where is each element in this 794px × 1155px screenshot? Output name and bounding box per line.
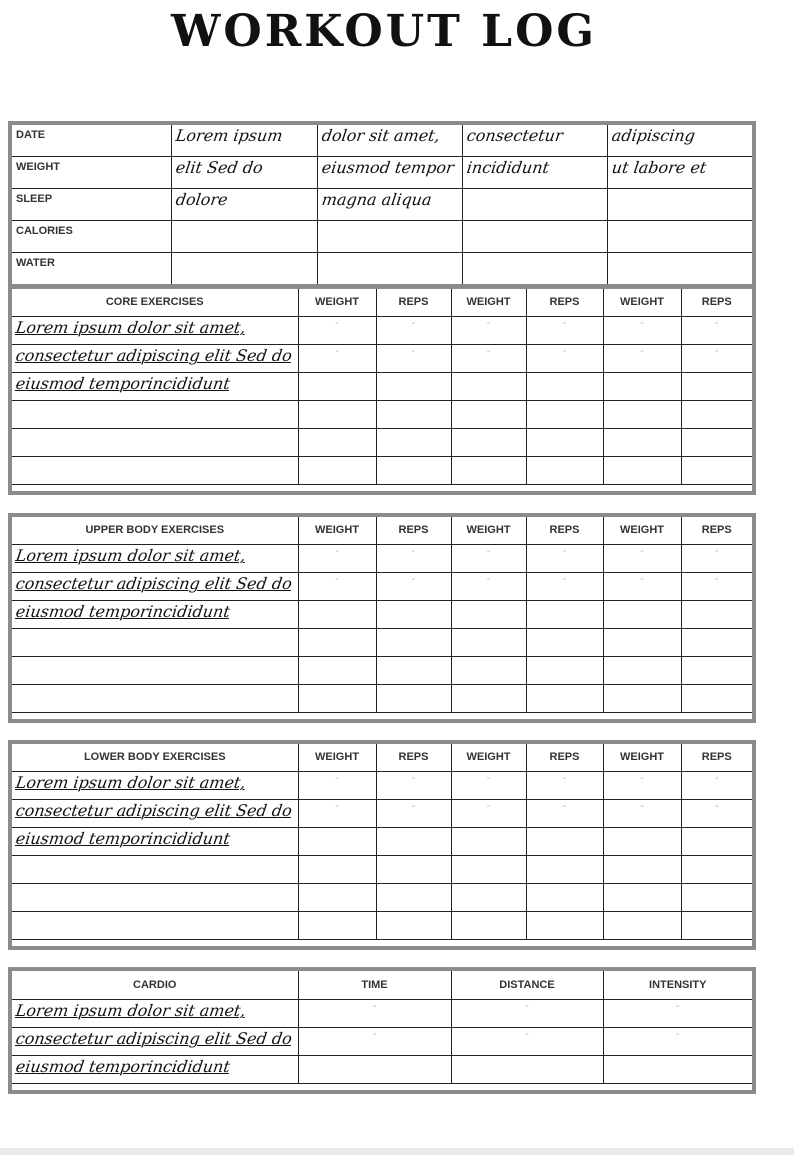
- exercise-value-cell[interactable]: [526, 628, 603, 656]
- exercise-value-cell[interactable]: [681, 656, 754, 684]
- empty-dash: -: [640, 771, 644, 784]
- info-table: [8, 121, 756, 288]
- empty-dash: -: [714, 344, 719, 357]
- exercise-value-cell[interactable]: [451, 544, 526, 572]
- exercise-value-cell[interactable]: [603, 771, 681, 799]
- empty-dash: -: [640, 544, 644, 557]
- cardio-value-cell[interactable]: [603, 999, 754, 1027]
- exercise-value-cell[interactable]: [376, 544, 451, 572]
- handwritten-text: consectetur adipiscing elit Sed do: [14, 800, 294, 820]
- exercise-value-cell[interactable]: [376, 883, 451, 911]
- exercise-row: [10, 572, 754, 600]
- empty-dash: -: [714, 316, 719, 329]
- exercise-name-cell[interactable]: [10, 656, 298, 684]
- exercise-header-row: [10, 287, 754, 316]
- exercise-value-cell[interactable]: [603, 855, 681, 883]
- exercise-row: [10, 827, 754, 855]
- column-header: REPS: [376, 515, 451, 544]
- exercise-value-cell[interactable]: [451, 799, 526, 827]
- exercise-value-cell[interactable]: [681, 771, 754, 799]
- exercise-value-cell[interactable]: [526, 684, 603, 712]
- exercise-value-cell[interactable]: [681, 372, 754, 400]
- exercise-header-row: [10, 515, 754, 544]
- exercise-value-cell[interactable]: [376, 316, 451, 344]
- cardio-name-cell[interactable]: [10, 999, 298, 1027]
- section-title: UPPER BODY EXERCISES: [10, 515, 298, 544]
- info-cell[interactable]: [462, 123, 607, 157]
- handwritten-text: eiusmod temporincididunt: [14, 601, 232, 621]
- exercise-row: [10, 628, 754, 656]
- exercise-value-cell[interactable]: [681, 400, 754, 428]
- info-row-water: [10, 253, 754, 287]
- empty-dash: -: [335, 771, 339, 784]
- exercise-value-cell[interactable]: [526, 316, 603, 344]
- exercise-value-cell[interactable]: [603, 572, 681, 600]
- exercise-value-cell[interactable]: [451, 684, 526, 712]
- exercise-value-cell[interactable]: [376, 799, 451, 827]
- exercise-value-cell[interactable]: [298, 911, 376, 939]
- handwritten-text: consectetur adipiscing elit Sed do: [14, 345, 294, 365]
- page-bottom-edge: [0, 1148, 794, 1155]
- exercise-value-cell[interactable]: [603, 684, 681, 712]
- empty-dash: -: [372, 1027, 377, 1040]
- exercise-value-cell[interactable]: [376, 827, 451, 855]
- exercise-value-cell[interactable]: [376, 656, 451, 684]
- exercise-value-cell[interactable]: [681, 428, 754, 456]
- exercise-value-cell[interactable]: [451, 456, 526, 484]
- exercise-value-cell[interactable]: [376, 771, 451, 799]
- column-header: WEIGHT: [451, 287, 526, 316]
- exercise-value-cell[interactable]: [526, 428, 603, 456]
- exercise-row: [10, 883, 754, 911]
- exercise-row: [10, 600, 754, 628]
- exercise-value-cell[interactable]: [298, 799, 376, 827]
- info-cell[interactable]: [462, 157, 607, 189]
- info-cell[interactable]: [171, 157, 317, 189]
- info-cell[interactable]: [317, 189, 462, 221]
- empty-dash: -: [640, 572, 644, 585]
- exercise-value-cell[interactable]: [526, 911, 603, 939]
- handwritten-text: eiusmod temporincididunt: [14, 828, 232, 848]
- exercise-name-cell[interactable]: [10, 827, 298, 855]
- column-header: REPS: [376, 742, 451, 771]
- exercise-value-cell[interactable]: [526, 855, 603, 883]
- handwritten-text: eiusmod temporincididunt: [14, 1056, 232, 1076]
- handwritten-text: consectetur adipiscing elit Sed do: [14, 1028, 294, 1048]
- handwritten-text: dolore: [174, 190, 229, 209]
- empty-dash: -: [411, 544, 416, 557]
- column-header: WEIGHT: [603, 742, 681, 771]
- exercise-row: [10, 799, 754, 827]
- column-header: WEIGHT: [298, 742, 376, 771]
- empty-dash: -: [411, 771, 416, 784]
- exercise-value-cell[interactable]: [376, 456, 451, 484]
- exercise-row: [10, 855, 754, 883]
- exercise-row: [10, 911, 754, 939]
- cardio-value-cell[interactable]: [451, 1055, 603, 1083]
- empty-dash: -: [411, 572, 416, 585]
- exercise-value-cell[interactable]: [681, 855, 754, 883]
- column-header: REPS: [526, 287, 603, 316]
- column-header: TIME: [298, 969, 451, 999]
- exercise-table: [8, 740, 756, 950]
- handwritten-text: adipiscing: [610, 126, 696, 145]
- handwritten-text: Lorem ipsum: [174, 126, 284, 145]
- exercise-value-cell[interactable]: [451, 572, 526, 600]
- column-header: WEIGHT: [451, 742, 526, 771]
- empty-dash: -: [335, 544, 339, 557]
- info-cell[interactable]: [462, 189, 607, 221]
- exercise-row: [10, 544, 754, 572]
- exercise-value-cell[interactable]: [376, 628, 451, 656]
- info-cell[interactable]: [171, 123, 317, 157]
- empty-dash: -: [486, 799, 491, 812]
- table-footer-strip: [10, 939, 754, 948]
- exercise-table: [8, 285, 756, 495]
- info-cell[interactable]: [462, 253, 607, 287]
- exercise-value-cell[interactable]: [451, 656, 526, 684]
- exercise-value-cell[interactable]: [681, 911, 754, 939]
- exercise-value-cell[interactable]: [526, 572, 603, 600]
- exercise-value-cell[interactable]: [298, 684, 376, 712]
- handwritten-text: Lorem ipsum dolor sit amet,: [14, 545, 247, 565]
- empty-dash: -: [562, 316, 567, 329]
- empty-dash: -: [486, 316, 491, 329]
- column-header: REPS: [526, 515, 603, 544]
- handwritten-text: consectetur adipiscing elit Sed do: [14, 573, 294, 593]
- handwritten-text: Lorem ipsum dolor sit amet,: [14, 317, 247, 337]
- empty-dash: -: [562, 799, 567, 812]
- exercise-value-cell[interactable]: [526, 372, 603, 400]
- exercise-value-cell[interactable]: [376, 344, 451, 372]
- date-label: DATE: [10, 123, 171, 157]
- cardio-table: [8, 967, 756, 1094]
- exercise-row: [10, 344, 754, 372]
- footer-cell: [10, 712, 754, 721]
- exercise-name-cell[interactable]: [10, 771, 298, 799]
- info-row-sleep: [10, 189, 754, 221]
- exercise-value-cell[interactable]: [681, 600, 754, 628]
- info-cell[interactable]: [607, 189, 754, 221]
- exercise-value-cell[interactable]: [451, 628, 526, 656]
- column-header: WEIGHT: [298, 287, 376, 316]
- table-footer-strip: [10, 1083, 754, 1092]
- cardio-value-cell[interactable]: [451, 1027, 603, 1055]
- exercise-value-cell[interactable]: [298, 600, 376, 628]
- empty-dash: -: [525, 1027, 529, 1040]
- exercise-row: [10, 456, 754, 484]
- exercise-name-cell[interactable]: [10, 456, 298, 484]
- cardio-value-cell[interactable]: [603, 1027, 754, 1055]
- info-cell[interactable]: [171, 221, 317, 253]
- empty-dash: -: [411, 344, 416, 357]
- exercise-row: [10, 771, 754, 799]
- handwritten-text: Lorem ipsum dolor sit amet,: [14, 772, 247, 792]
- handwritten-text: incididunt: [465, 158, 550, 177]
- exercise-value-cell[interactable]: [451, 855, 526, 883]
- empty-dash: -: [562, 544, 567, 557]
- exercise-value-cell[interactable]: [451, 316, 526, 344]
- empty-dash: -: [714, 771, 719, 784]
- empty-dash: -: [562, 771, 567, 784]
- exercise-row: [10, 428, 754, 456]
- exercise-value-cell[interactable]: [526, 827, 603, 855]
- exercise-value-cell[interactable]: [526, 400, 603, 428]
- exercise-value-cell[interactable]: [451, 883, 526, 911]
- empty-dash: -: [562, 344, 567, 357]
- empty-dash: -: [562, 572, 567, 585]
- exercise-value-cell[interactable]: [526, 544, 603, 572]
- exercise-value-cell[interactable]: [526, 656, 603, 684]
- exercise-value-cell[interactable]: [603, 400, 681, 428]
- sleep-label: SLEEP: [10, 189, 171, 221]
- exercise-value-cell[interactable]: [298, 316, 376, 344]
- exercise-value-cell[interactable]: [376, 911, 451, 939]
- exercise-value-cell[interactable]: [681, 344, 754, 372]
- exercise-name-cell[interactable]: [10, 684, 298, 712]
- exercise-row: [10, 400, 754, 428]
- exercise-value-cell[interactable]: [603, 656, 681, 684]
- empty-dash: -: [714, 572, 719, 585]
- handwritten-text: elit Sed do: [174, 158, 264, 177]
- exercise-value-cell[interactable]: [603, 911, 681, 939]
- empty-dash: -: [335, 799, 339, 812]
- handwritten-text: magna aliqua: [320, 190, 433, 209]
- column-header: REPS: [526, 742, 603, 771]
- exercise-value-cell[interactable]: [376, 600, 451, 628]
- exercise-value-cell[interactable]: [376, 372, 451, 400]
- exercise-value-cell[interactable]: [681, 628, 754, 656]
- handwritten-text: Lorem ipsum dolor sit amet,: [14, 1000, 247, 1020]
- exercise-value-cell[interactable]: [603, 456, 681, 484]
- footer-cell: [10, 484, 754, 493]
- exercise-value-cell[interactable]: [681, 883, 754, 911]
- info-cell[interactable]: [171, 253, 317, 287]
- table-footer-strip: [10, 712, 754, 721]
- exercise-value-cell[interactable]: [603, 372, 681, 400]
- info-cell[interactable]: [607, 123, 754, 157]
- exercise-value-cell[interactable]: [298, 827, 376, 855]
- exercise-value-cell[interactable]: [451, 827, 526, 855]
- column-header: REPS: [681, 287, 754, 316]
- exercise-value-cell[interactable]: [298, 344, 376, 372]
- exercise-value-cell[interactable]: [298, 428, 376, 456]
- exercise-value-cell[interactable]: [298, 544, 376, 572]
- exercise-value-cell[interactable]: [603, 628, 681, 656]
- exercise-value-cell[interactable]: [603, 799, 681, 827]
- empty-dash: -: [640, 344, 644, 357]
- exercise-value-cell[interactable]: [376, 400, 451, 428]
- empty-dash: -: [486, 771, 491, 784]
- cardio-header-row: [10, 969, 754, 999]
- empty-dash: -: [372, 999, 377, 1012]
- exercise-value-cell[interactable]: [376, 572, 451, 600]
- exercise-name-cell[interactable]: [10, 316, 298, 344]
- exercise-value-cell[interactable]: [298, 456, 376, 484]
- exercise-row: [10, 372, 754, 400]
- exercise-value-cell[interactable]: [603, 600, 681, 628]
- info-cell[interactable]: [607, 157, 754, 189]
- exercise-value-cell[interactable]: [603, 344, 681, 372]
- exercise-row: [10, 684, 754, 712]
- exercise-name-cell[interactable]: [10, 911, 298, 939]
- exercise-value-cell[interactable]: [681, 456, 754, 484]
- column-header: WEIGHT: [298, 515, 376, 544]
- info-cell[interactable]: [171, 189, 317, 221]
- section-title: CORE EXERCISES: [10, 287, 298, 316]
- exercise-row: [10, 656, 754, 684]
- exercise-value-cell[interactable]: [451, 911, 526, 939]
- handwritten-text: consectetur: [465, 126, 564, 145]
- handwritten-text: eiusmod temporincididunt: [14, 373, 232, 393]
- exercise-value-cell[interactable]: [298, 372, 376, 400]
- cardio-value-cell[interactable]: [298, 1027, 451, 1055]
- exercise-value-cell[interactable]: [376, 855, 451, 883]
- column-header: REPS: [681, 742, 754, 771]
- column-header: DISTANCE: [451, 969, 603, 999]
- table-footer-strip: [10, 484, 754, 493]
- exercise-value-cell[interactable]: [298, 883, 376, 911]
- exercise-value-cell[interactable]: [526, 799, 603, 827]
- empty-dash: -: [640, 799, 644, 812]
- empty-dash: -: [335, 316, 339, 329]
- cardio-value-cell[interactable]: [298, 999, 451, 1027]
- column-header: REPS: [681, 515, 754, 544]
- footer-cell: [10, 1083, 754, 1092]
- empty-dash: -: [486, 572, 491, 585]
- exercise-name-cell[interactable]: [10, 883, 298, 911]
- handwritten-text: ut labore et: [610, 158, 708, 177]
- empty-dash: -: [335, 344, 339, 357]
- empty-dash: -: [640, 316, 644, 329]
- exercise-name-cell[interactable]: [10, 855, 298, 883]
- empty-dash: -: [675, 999, 680, 1012]
- info-row-date: [10, 123, 754, 157]
- exercise-value-cell[interactable]: [526, 600, 603, 628]
- calories-label: CALORIES: [10, 221, 171, 253]
- cardio-value-cell[interactable]: [603, 1055, 754, 1083]
- exercise-value-cell[interactable]: [451, 400, 526, 428]
- empty-dash: -: [525, 999, 529, 1012]
- exercise-name-cell[interactable]: [10, 628, 298, 656]
- exercise-value-cell[interactable]: [298, 572, 376, 600]
- exercise-value-cell[interactable]: [298, 656, 376, 684]
- exercise-value-cell[interactable]: [681, 684, 754, 712]
- empty-dash: -: [675, 1027, 680, 1040]
- cardio-value-cell[interactable]: [451, 999, 603, 1027]
- column-header: WEIGHT: [603, 515, 681, 544]
- empty-dash: -: [411, 316, 416, 329]
- section-title: LOWER BODY EXERCISES: [10, 742, 298, 771]
- footer-cell: [10, 939, 754, 948]
- water-label: WATER: [10, 253, 171, 287]
- empty-dash: -: [335, 572, 339, 585]
- info-cell[interactable]: [607, 253, 754, 287]
- exercise-value-cell[interactable]: [451, 372, 526, 400]
- exercise-value-cell[interactable]: [298, 400, 376, 428]
- exercise-value-cell[interactable]: [376, 684, 451, 712]
- exercise-value-cell[interactable]: [526, 456, 603, 484]
- handwritten-text: eiusmod tempor: [320, 158, 455, 177]
- cardio-row: [10, 999, 754, 1027]
- exercise-value-cell[interactable]: [603, 827, 681, 855]
- info-cell[interactable]: [317, 221, 462, 253]
- exercise-name-cell[interactable]: [10, 544, 298, 572]
- cardio-name-cell[interactable]: [10, 1027, 298, 1055]
- exercise-value-cell[interactable]: [451, 600, 526, 628]
- exercise-value-cell[interactable]: [603, 428, 681, 456]
- column-header: INTENSITY: [603, 969, 754, 999]
- info-cell[interactable]: [317, 123, 462, 157]
- page-title: WORKOUT LOG: [171, 6, 597, 57]
- cardio-name-cell[interactable]: [10, 1055, 298, 1083]
- empty-dash: -: [714, 799, 719, 812]
- exercise-name-cell[interactable]: [10, 600, 298, 628]
- exercise-value-cell[interactable]: [451, 344, 526, 372]
- exercise-value-cell[interactable]: [526, 771, 603, 799]
- exercise-value-cell[interactable]: [376, 428, 451, 456]
- exercise-value-cell[interactable]: [451, 428, 526, 456]
- exercise-value-cell[interactable]: [681, 316, 754, 344]
- empty-dash: -: [486, 344, 491, 357]
- exercise-name-cell[interactable]: [10, 572, 298, 600]
- cardio-value-cell[interactable]: [298, 1055, 451, 1083]
- empty-dash: -: [714, 544, 719, 557]
- info-cell[interactable]: [317, 157, 462, 189]
- exercise-value-cell[interactable]: [681, 544, 754, 572]
- info-row-weight: [10, 157, 754, 189]
- cardio-row: [10, 1055, 754, 1083]
- info-cell[interactable]: [462, 221, 607, 253]
- exercise-value-cell[interactable]: [603, 316, 681, 344]
- exercise-value-cell[interactable]: [603, 544, 681, 572]
- empty-dash: -: [411, 799, 416, 812]
- exercise-value-cell[interactable]: [681, 827, 754, 855]
- cardio-row: [10, 1027, 754, 1055]
- exercise-row: [10, 316, 754, 344]
- exercise-value-cell[interactable]: [603, 883, 681, 911]
- column-header: REPS: [376, 287, 451, 316]
- exercise-value-cell[interactable]: [298, 771, 376, 799]
- exercise-name-cell[interactable]: [10, 428, 298, 456]
- exercise-name-cell[interactable]: [10, 400, 298, 428]
- weight-label: WEIGHT: [10, 157, 171, 189]
- column-header: WEIGHT: [603, 287, 681, 316]
- exercise-value-cell[interactable]: [526, 344, 603, 372]
- info-cell[interactable]: [607, 221, 754, 253]
- exercise-name-cell[interactable]: [10, 799, 298, 827]
- exercise-header-row: [10, 742, 754, 771]
- exercise-value-cell[interactable]: [526, 883, 603, 911]
- column-header: WEIGHT: [451, 515, 526, 544]
- info-cell[interactable]: [317, 253, 462, 287]
- exercise-value-cell[interactable]: [451, 771, 526, 799]
- empty-dash: -: [486, 544, 491, 557]
- exercise-value-cell[interactable]: [681, 572, 754, 600]
- info-row-calories: [10, 221, 754, 253]
- handwritten-text: dolor sit amet,: [320, 126, 441, 145]
- exercise-name-cell[interactable]: [10, 372, 298, 400]
- exercise-value-cell[interactable]: [681, 799, 754, 827]
- exercise-table: [8, 513, 756, 723]
- exercise-value-cell[interactable]: [298, 855, 376, 883]
- exercise-value-cell[interactable]: [298, 628, 376, 656]
- section-title: CARDIO: [10, 969, 298, 999]
- exercise-name-cell[interactable]: [10, 344, 298, 372]
